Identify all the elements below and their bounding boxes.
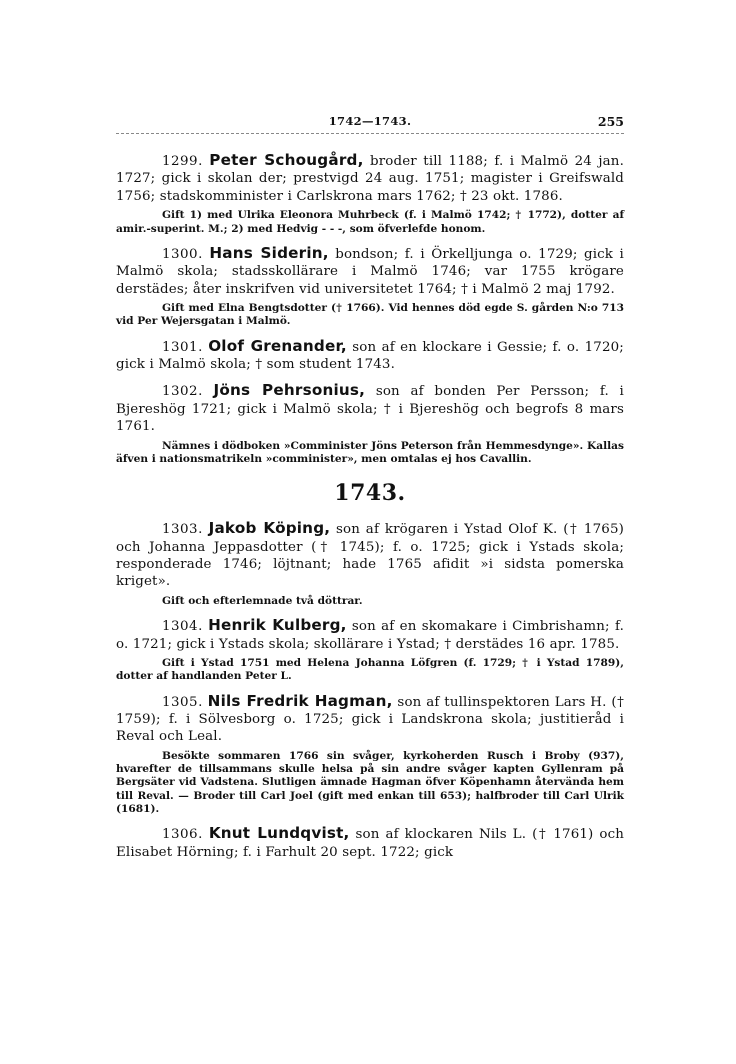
entry-note: Nämnes i dödboken »Comminister Jöns Peterson från Hemmesdynge». Kallas äfven i nationsmatrikeln »comminister», men omtalas ej hos Cavallin.: [116, 439, 624, 465]
page-body: [116, 152, 624, 870]
entries-1742: [116, 152, 624, 466]
entry-body: son af en klockare i Gessie; f. o. 1720; gick i Malmö skola; † som student 1743.: [116, 339, 624, 373]
entry-note: Gift 1) med Ulrika Eleonora Muhrbeck (f. i Malmö 1742; † 1772), dotter af amir.-superint. M.; 2) med Hedvig - - -, som öfverlefde honom.: [116, 209, 624, 235]
entry-body: bondson; f. i Örkelljunga o. 1729; gick i Malmö skola; stadsskollärare i Malmö 1746; var 1755 krögare derstädes; åter inskrifven vid universitetet 1764; † i Malmö 2 maj 1792.: [116, 246, 624, 297]
entry-number: 1304.: [162, 619, 203, 635]
entry-text: [116, 825, 624, 861]
entry-number: 1306.: [162, 827, 203, 843]
entry-body: son af tullinspektoren Lars H. († 1759); f. i Sölvesborg o. 1725; gick i Landskrona skola; justitieråd i Reval och Leal.: [116, 694, 624, 745]
entry-note: Gift och efterlemnade två döttrar.: [162, 594, 363, 607]
entry-text: [116, 245, 624, 298]
entries-1743: [116, 520, 624, 861]
entry-note: Gift med Elna Bengtsdotter († 1766). Vid hennes död egde S. gården N:o 713 vid Per Wejersgatan i Malmö.: [116, 302, 624, 328]
entry-number: 1299.: [162, 154, 203, 169]
entry-number: 1302.: [162, 384, 203, 400]
person-name: Hans Siderin,: [209, 243, 329, 262]
entry-number: 1303.: [162, 522, 203, 538]
entry-text: [116, 152, 624, 205]
person-name: Peter Schougård,: [209, 151, 364, 169]
person-name: Knut Lundqvist,: [208, 824, 350, 843]
entry-body: son af bonden Per Persson; f. i Bjereshög 1721; gick i Malmö skola; † i Bjereshög och begrofs 8 mars 1761.: [116, 384, 624, 435]
entry-body: son af krögaren i Ystad Olof K. († 1765) och Johanna Jeppasdotter († 1745); f. o. 1725; gick i Ystads skola; responderade 1746; löjtnant; hade 1765 afidit »i sidsta pomerska kriget».: [116, 522, 624, 590]
entry-number: 1301.: [162, 339, 203, 355]
person-name: Nils Fredrik Hagman,: [207, 691, 393, 710]
biography-entry: [116, 825, 624, 861]
page-number: 255: [597, 114, 624, 129]
biography-entry: [116, 520, 624, 608]
biography-entry: [116, 245, 624, 329]
entry-text: [116, 693, 624, 746]
person-name: Henrik Kulberg,: [208, 616, 347, 635]
biography-entry: [116, 338, 624, 374]
biography-entry: [116, 382, 624, 466]
person-name: Olof Grenander,: [208, 336, 347, 355]
entry-text: [116, 617, 624, 653]
entry-note: Gift i Ystad 1751 med Helena Johanna Löfgren (f. 1729; † i Ystad 1789), dotter af handlanden Peter L.: [116, 656, 624, 683]
biography-entry: [116, 152, 624, 236]
entry-note: Besökte sommaren 1766 sin svåger, kyrkoherden Rusch i Broby (937), hvarefter de tillsammans skulle helsa på sin andre svåger kapten Gyllenram på Bergsäter vid Vadstena. Slutligen ämnade Hagman öfver Köpenhamn återvända hem till Reval. — Broder till Carl Joel (gift med enkan till 653); halfbroder till Carl Ulrik (1681).: [116, 749, 624, 815]
biography-entry: [116, 617, 624, 683]
entry-body: son af klockaren Nils L. († 1761) och Elisabet Hörning; f. i Farhult 20 sept. 1722; gick: [116, 827, 624, 860]
entry-text: [116, 382, 624, 435]
header-years: 1742—1743.: [328, 114, 412, 128]
year-heading: 1743.: [334, 480, 406, 507]
entry-number: 1305.: [162, 694, 203, 710]
entry-number: 1300.: [162, 246, 203, 262]
person-name: Jakob Köping,: [208, 519, 331, 538]
biography-entry: [116, 693, 624, 817]
entry-text: [116, 338, 624, 374]
entry-body: broder till 1188; f. i Malmö 24 jan. 1727; gick i skolan der; prestvigd 24 aug. 1751; magister i Greifswald 1756; stadskomminister i Carlskrona mars 1762; † 23 okt. 1786.: [116, 154, 624, 204]
header-rule: [116, 133, 624, 134]
entry-body: son af en skomakare i Cimbrishamn; f. o. 1721; gick i Ystads skola; skollärare i Ystad; † derstädes 16 apr. 1785.: [116, 619, 624, 652]
running-header: [116, 114, 624, 132]
person-name: Jöns Pehrsonius,: [213, 381, 366, 400]
entry-text: [116, 520, 624, 591]
